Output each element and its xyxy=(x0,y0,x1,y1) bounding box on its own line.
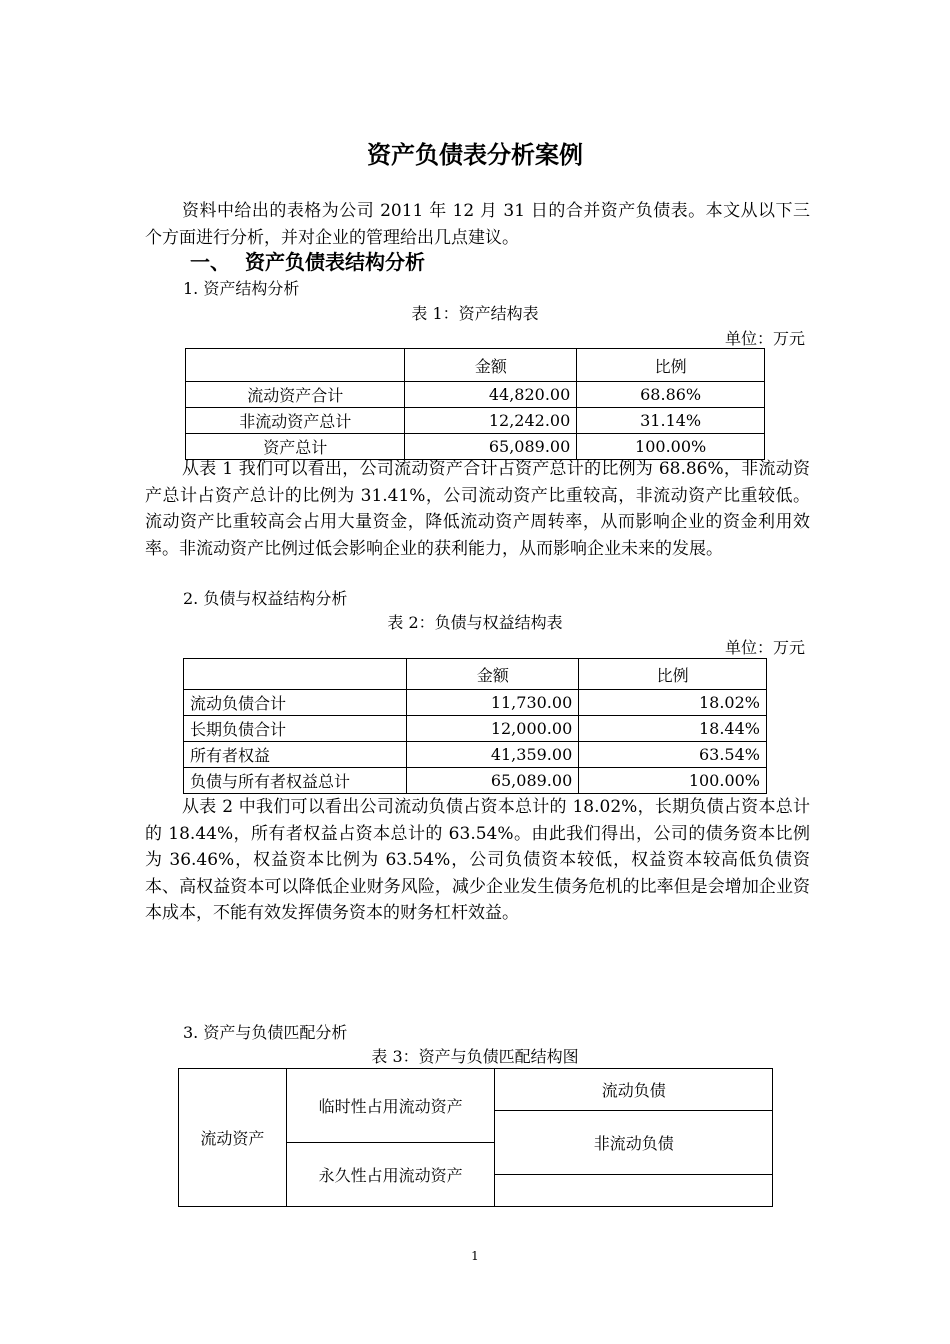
analysis-paragraph-2: 从表 2 中我们可以看出公司流动负债占资本总计的 18.02%，长期负债占资本总计的 18.44%，所有者权益占资本总计的 63.54%。由此我们得出，公司的债务资本比例为 36.46%，权益资本比例为 63.54%，公司负债资本较低，权益资本较高低负债资本、高权益资本可以降低企业财务风险，减少企业发生债务危机的比率但是会增加企业资本成本，不能有效发挥债务资本的财务杠杆效益。 xyxy=(145,797,810,923)
intro-paragraph: 资料中给出的表格为公司 2011 年 12 月 31 日的合并资产负债表。本文从以下三个方面进行分析，并对企业的管理给出几点建议。 xyxy=(145,201,810,248)
permanent-assets-cell: 永久性占用流动资产 xyxy=(286,1143,495,1207)
header-cell: 比例 xyxy=(579,659,767,690)
row-label: 所有者权益 xyxy=(184,742,407,768)
page-title: 资产负债表分析案例 xyxy=(367,141,583,169)
temporary-assets-cell: 临时性占用流动资产 xyxy=(286,1069,495,1143)
page-number: 1 xyxy=(471,1249,479,1263)
header-cell: 比例 xyxy=(577,349,765,382)
header-cell xyxy=(184,659,407,690)
ratio-cell: 100.00% xyxy=(577,434,765,460)
table1-caption: 表 1：资产结构表 xyxy=(411,304,539,323)
header-cell xyxy=(186,349,405,382)
table-row xyxy=(184,768,767,794)
ratio-cell: 18.44% xyxy=(579,716,767,742)
header-cell: 金额 xyxy=(405,349,577,382)
row-label: 流动负债合计 xyxy=(184,690,407,716)
amount-cell: 65,089.00 xyxy=(405,434,577,460)
empty-cell xyxy=(495,1175,773,1207)
table-row xyxy=(184,742,767,768)
row-label: 资产总计 xyxy=(186,434,405,460)
ratio-cell: 63.54% xyxy=(579,742,767,768)
amount-cell: 41,359.00 xyxy=(407,742,579,768)
table-header-row xyxy=(186,349,765,382)
amount-cell: 65,089.00 xyxy=(407,768,579,794)
analysis-paragraph-1: 从表 1 我们可以看出，公司流动资产合计占资产总计的比例为 68.86%，非流动资产总计占资产总计的比例为 31.41%，公司流动资产比重较高，非流动资产比重较低。流动资产比重较高会占用大量资金，降低流动资产周转率，从而影响企业的资金利用效率。非流动资产比例过低会影响企业的获利能力，从而影响企业未来的发展。 xyxy=(145,459,810,559)
noncurrent-liabilities-cell: 非流动负债 xyxy=(495,1111,773,1175)
header-cell: 金额 xyxy=(407,659,579,690)
table-row xyxy=(184,716,767,742)
table-header-row xyxy=(184,659,767,690)
table-row xyxy=(184,690,767,716)
table2-caption: 表 2：负债与权益结构表 xyxy=(387,613,563,632)
subheading-asset-structure: 1. 资产结构分析 xyxy=(183,279,300,298)
table-row xyxy=(186,382,765,408)
table1-unit: 单位：万元 xyxy=(724,329,805,348)
table3-caption: 表 3：资产与负债匹配结构图 xyxy=(371,1047,579,1066)
amount-cell: 11,730.00 xyxy=(407,690,579,716)
ratio-cell: 18.02% xyxy=(579,690,767,716)
section-label: 资产负债表结构分析 xyxy=(245,250,425,274)
asset-structure-table xyxy=(185,348,765,460)
table-row xyxy=(186,408,765,434)
ratio-cell: 68.86% xyxy=(577,382,765,408)
row-label: 负债与所有者权益总计 xyxy=(184,768,407,794)
row-label: 流动资产合计 xyxy=(186,382,405,408)
row-label: 长期负债合计 xyxy=(184,716,407,742)
amount-cell: 12,000.00 xyxy=(407,716,579,742)
liability-equity-table xyxy=(183,658,767,794)
amount-cell: 12,242.00 xyxy=(405,408,577,434)
current-assets-cell: 流动资产 xyxy=(179,1069,287,1207)
table2-unit: 单位：万元 xyxy=(724,638,805,657)
ratio-cell: 31.14% xyxy=(577,408,765,434)
subheading-asset-liability-match: 3. 资产与负债匹配分析 xyxy=(183,1023,348,1042)
subheading-liability-equity: 2. 负债与权益结构分析 xyxy=(183,589,348,608)
amount-cell: 44,820.00 xyxy=(405,382,577,408)
section-heading-1 xyxy=(190,246,425,275)
row-label: 非流动资产总计 xyxy=(186,408,405,434)
current-liabilities-cell: 流动负债 xyxy=(495,1069,773,1111)
ratio-cell: 100.00% xyxy=(579,768,767,794)
asset-liability-match-table xyxy=(178,1068,773,1207)
section-number: 一、 xyxy=(190,250,230,274)
